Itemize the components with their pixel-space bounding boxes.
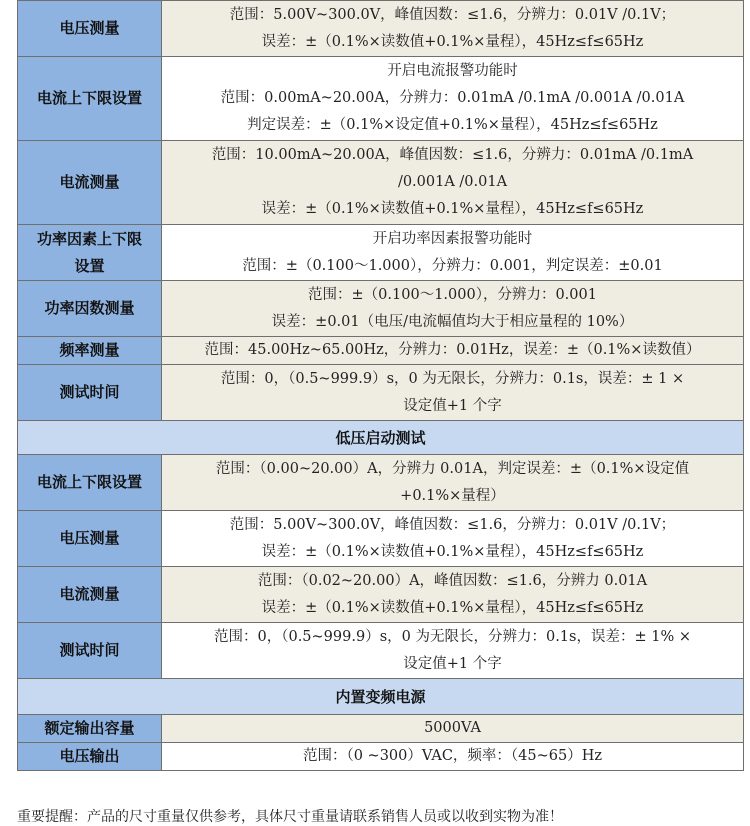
table-row bbox=[18, 57, 744, 141]
value-line: 误差：±（0.1%×读数值+0.1%×量程），45Hz≤f≤65Hz bbox=[261, 543, 644, 560]
value-line: 范围：0，（0.5~999.9）s，0 为无限长，分辨力：0.1s，误差：± 1 × bbox=[220, 370, 685, 387]
value-line: 范围：0，（0.5~999.9）s，0 为无限长，分辨力：0.1s，误差：± 1% × bbox=[214, 628, 691, 645]
row-label bbox=[18, 225, 162, 281]
row-label-line: 设置 bbox=[74, 256, 105, 275]
value-line: 范围：±（0.100～1.000），分辨力：0.001，判定误差：±0.01 bbox=[242, 257, 663, 274]
value-line: 判定误差：±（0.1%×设定值+0.1%×量程），45Hz≤f≤65Hz bbox=[247, 117, 658, 133]
row-label: 功率因数测量 bbox=[18, 281, 162, 337]
value-line: 范围：（0.00~20.00）A，分辨力 0.01A，判定误差：±（0.1%×设定值 bbox=[215, 460, 690, 477]
row-value bbox=[162, 225, 744, 281]
row-value bbox=[162, 743, 744, 771]
row-label: 电压测量 bbox=[18, 1, 162, 57]
row-value bbox=[162, 337, 744, 365]
row-label-line: 功率因素上下限 bbox=[36, 229, 142, 248]
row-value bbox=[162, 1, 744, 57]
value-line: +0.1%×量程） bbox=[400, 487, 505, 504]
section-title: 低压启动测试 bbox=[18, 421, 744, 455]
section-row bbox=[18, 679, 744, 715]
row-label: 频率测量 bbox=[18, 337, 162, 365]
table-row bbox=[18, 567, 744, 623]
value-line: /0.001A /0.01A bbox=[397, 174, 508, 190]
value-line: 范围：（0.02~20.00）A，峰值因数：≤1.6，分辨力 0.01A bbox=[257, 572, 648, 589]
value-line: 设定值+1 个字 bbox=[403, 397, 502, 414]
row-value bbox=[162, 715, 744, 743]
row-label: 测试时间 bbox=[18, 623, 162, 679]
table-row bbox=[18, 1, 744, 57]
section-title: 内置变频电源 bbox=[18, 679, 744, 715]
table-row bbox=[18, 715, 744, 743]
table-row bbox=[18, 455, 744, 511]
row-label: 额定输出容量 bbox=[18, 715, 162, 743]
row-value bbox=[162, 623, 744, 679]
value-line: 误差：±（0.1%×读数值+0.1%×量程），45Hz≤f≤65Hz bbox=[261, 201, 644, 217]
value-line: 开启电流报警功能时 bbox=[387, 63, 518, 79]
row-value bbox=[162, 57, 744, 141]
row-value bbox=[162, 365, 744, 421]
value-line: 误差：±（0.1%×读数值+0.1%×量程），45Hz≤f≤65Hz bbox=[261, 33, 644, 50]
value-line: 误差：±（0.1%×读数值+0.1%×量程），45Hz≤f≤65Hz bbox=[261, 599, 644, 616]
row-label: 电流测量 bbox=[18, 141, 162, 225]
value-line: 开启功率因素报警功能时 bbox=[372, 230, 533, 247]
table-row bbox=[18, 743, 744, 771]
row-label: 电压输出 bbox=[18, 743, 162, 771]
value-line: 范围：（0 ~300）VAC，频率：（45~65）Hz bbox=[302, 748, 603, 764]
row-label: 测试时间 bbox=[18, 365, 162, 421]
table-row bbox=[18, 337, 744, 365]
row-label: 电流上下限设置 bbox=[18, 455, 162, 511]
row-label: 电流测量 bbox=[18, 567, 162, 623]
table-row bbox=[18, 225, 744, 281]
table-row bbox=[18, 141, 744, 225]
section-row bbox=[18, 421, 744, 455]
row-label: 电流上下限设置 bbox=[18, 57, 162, 141]
table-row bbox=[18, 511, 744, 567]
row-label: 电压测量 bbox=[18, 511, 162, 567]
important-note: 重要提醒：产品的尺寸重量仅供参考，具体尺寸重量请联系销售人员或以收到实物为准！ bbox=[17, 809, 563, 825]
table-row bbox=[18, 623, 744, 679]
row-value bbox=[162, 141, 744, 225]
row-value bbox=[162, 511, 744, 567]
value-line: 范围：5.00V~300.0V，峰值因数：≤1.6，分辨力：0.01V /0.1V； bbox=[229, 516, 676, 533]
value-line: 范围：±（0.100～1.000），分辨力：0.001 bbox=[308, 286, 597, 303]
value-line: 5000VA bbox=[424, 720, 481, 736]
value-line: 范围：5.00V~300.0V，峰值因数：≤1.6，分辨力：0.01V /0.1V； bbox=[229, 6, 676, 23]
spec-table bbox=[17, 0, 744, 771]
table-row bbox=[18, 365, 744, 421]
value-line: 误差：±0.01（电压/电流幅值均大于相应量程的 10%） bbox=[271, 313, 634, 330]
value-line: 范围：45.00Hz~65.00Hz，分辨力：0.01Hz，误差：±（0.1%×读数值） bbox=[204, 342, 701, 358]
value-line: 范围：10.00mA~20.00A，峰值因数：≤1.6，分辨力：0.01mA /0.1mA bbox=[211, 147, 694, 163]
row-value bbox=[162, 567, 744, 623]
value-line: 设定值+1 个字 bbox=[403, 655, 502, 672]
table-row bbox=[18, 281, 744, 337]
row-value bbox=[162, 281, 744, 337]
value-line: 范围：0.00mA~20.00A，分辨力：0.01mA /0.1mA /0.001A /0.01A bbox=[220, 90, 685, 106]
row-value bbox=[162, 455, 744, 511]
